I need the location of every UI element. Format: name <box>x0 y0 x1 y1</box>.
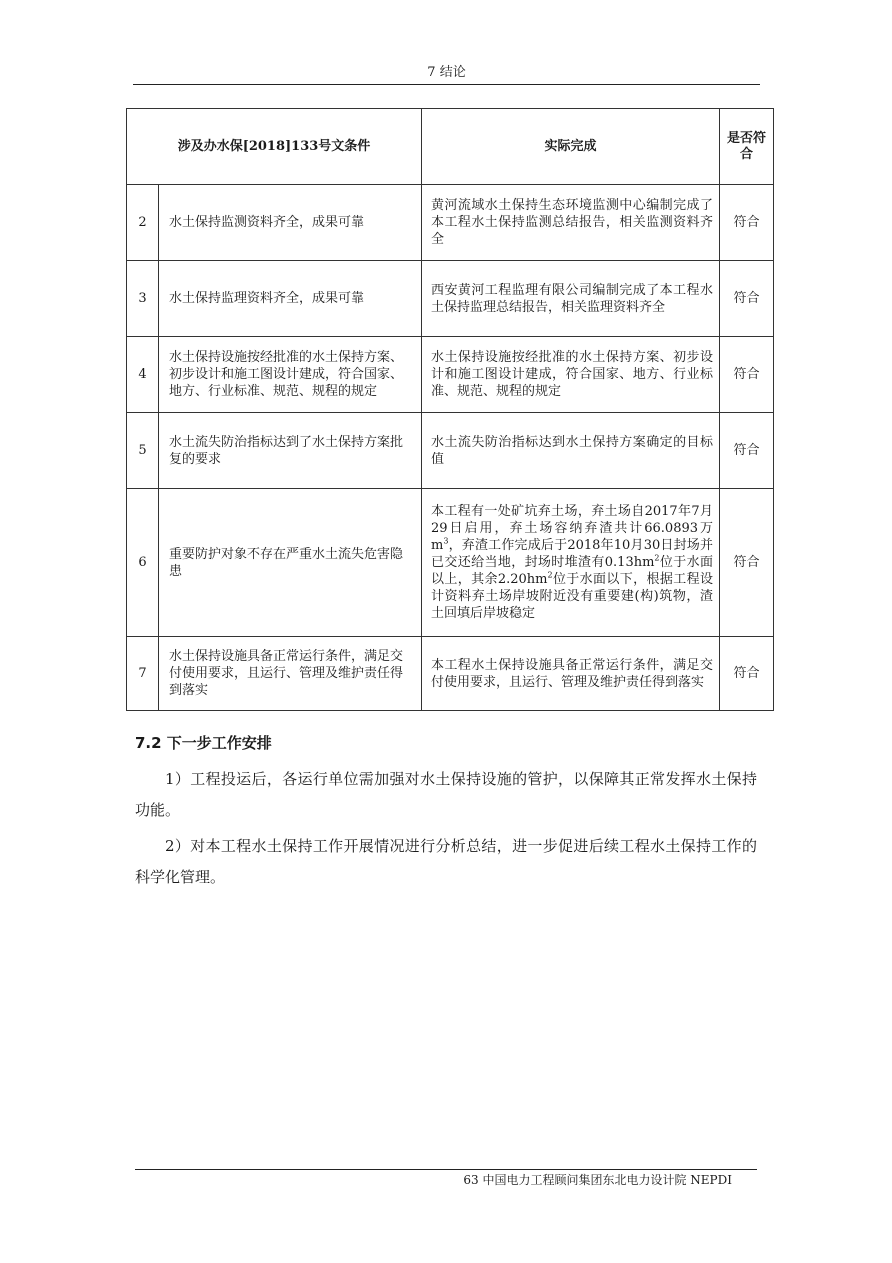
row-completion <box>422 489 720 637</box>
table-row <box>127 637 774 711</box>
row-result: 符合 <box>720 185 774 261</box>
page-footer <box>463 1171 732 1189</box>
row-completion: 本工程水土保持设施具备正常运行条件，满足交付使用要求，且运行、管理及维护责任得到落实 <box>422 637 720 711</box>
superscript-exponent: 2 <box>654 553 660 563</box>
page-number: 63 <box>463 1173 479 1187</box>
row-completion: 西安黄河工程监理有限公司编制完成了本工程水土保持监理总结报告，相关监理资料齐全 <box>422 261 720 337</box>
row-condition: 水土保持设施按经批准的水土保持方案、初步设计和施工图设计建成，符合国家、地方、行业标准、规范、规程的规定 <box>159 337 422 413</box>
completion-text-part: ，弃渣工作完成后于2018年10月30日封场并已交还给当地，封场时堆渣有0.13hm <box>431 538 713 570</box>
row-condition: 水土流失防治指标达到了水土保持方案批复的要求 <box>159 413 422 489</box>
row-completion: 水土流失防治指标达到水土保持方案确定的目标值 <box>422 413 720 489</box>
footer-rule <box>135 1169 757 1170</box>
acceptance-criteria-table <box>126 108 774 711</box>
paragraph: 1）工程投运后，各运行单位需加强对水土保持设施的管护，以保障其正常发挥水土保持功能。 <box>135 770 757 819</box>
completion-text-part: 位于水面以上，其余2.20hm <box>431 555 713 587</box>
column-header-condition: 涉及办水保[2018]133号文条件 <box>127 109 422 185</box>
column-header-compliance: 是否符合 <box>720 109 774 185</box>
table-row <box>127 489 774 637</box>
superscript-exponent: 2 <box>547 570 553 580</box>
table-row <box>127 337 774 413</box>
running-header: 7 结论 <box>427 65 466 80</box>
paragraph: 2）对本工程水土保持工作开展情况进行分析总结，进一步促进后续工程水土保持工作的科学化管理。 <box>135 837 757 886</box>
row-condition: 水土保持设施具备正常运行条件，满足交付使用要求，且运行、管理及维护责任得到落实 <box>159 637 422 711</box>
footer-organization: 中国电力工程顾问集团东北电力设计院 NEPDI <box>482 1173 732 1187</box>
table-row <box>127 413 774 489</box>
row-number: 7 <box>127 637 159 711</box>
column-header-completion: 实际完成 <box>422 109 720 185</box>
row-number: 4 <box>127 337 159 413</box>
table-row <box>127 261 774 337</box>
row-number: 2 <box>127 185 159 261</box>
row-result: 符合 <box>720 413 774 489</box>
row-completion: 黄河流域水土保持生态环境监测中心编制完成了本工程水土保持监测总结报告，相关监测资料齐全 <box>422 185 720 261</box>
section-heading: 7.2 下一步工作安排 <box>135 734 272 752</box>
row-condition: 水土保持监理资料齐全，成果可靠 <box>159 261 422 337</box>
row-completion: 水土保持设施按经批准的水土保持方案、初步设计和施工图设计建成，符合国家、地方、行业标准、规范、规程的规定 <box>422 337 720 413</box>
row-number: 5 <box>127 413 159 489</box>
row-result: 符合 <box>720 637 774 711</box>
table-row <box>127 185 774 261</box>
table-header-row <box>127 109 774 185</box>
header-rule <box>133 84 760 85</box>
row-result: 符合 <box>720 489 774 637</box>
row-number: 3 <box>127 261 159 337</box>
row-result: 符合 <box>720 261 774 337</box>
row-condition: 水土保持监测资料齐全，成果可靠 <box>159 185 422 261</box>
completion-text-part: 本工程有一处矿坑弃土场，弃土场自2017年7月29日启用，弃土场容纳弃渣共计66.0893万m <box>431 504 713 553</box>
row-number: 6 <box>127 489 159 637</box>
row-result: 符合 <box>720 337 774 413</box>
superscript-exponent: 3 <box>443 536 449 546</box>
completion-text-part: 位于水面以下，根据工程设计资料弃土场岸坡附近没有重要建(构)筑物，渣土回填后岸坡稳定 <box>431 572 713 621</box>
row-condition: 重要防护对象不存在严重水土流失危害隐患 <box>159 489 422 637</box>
